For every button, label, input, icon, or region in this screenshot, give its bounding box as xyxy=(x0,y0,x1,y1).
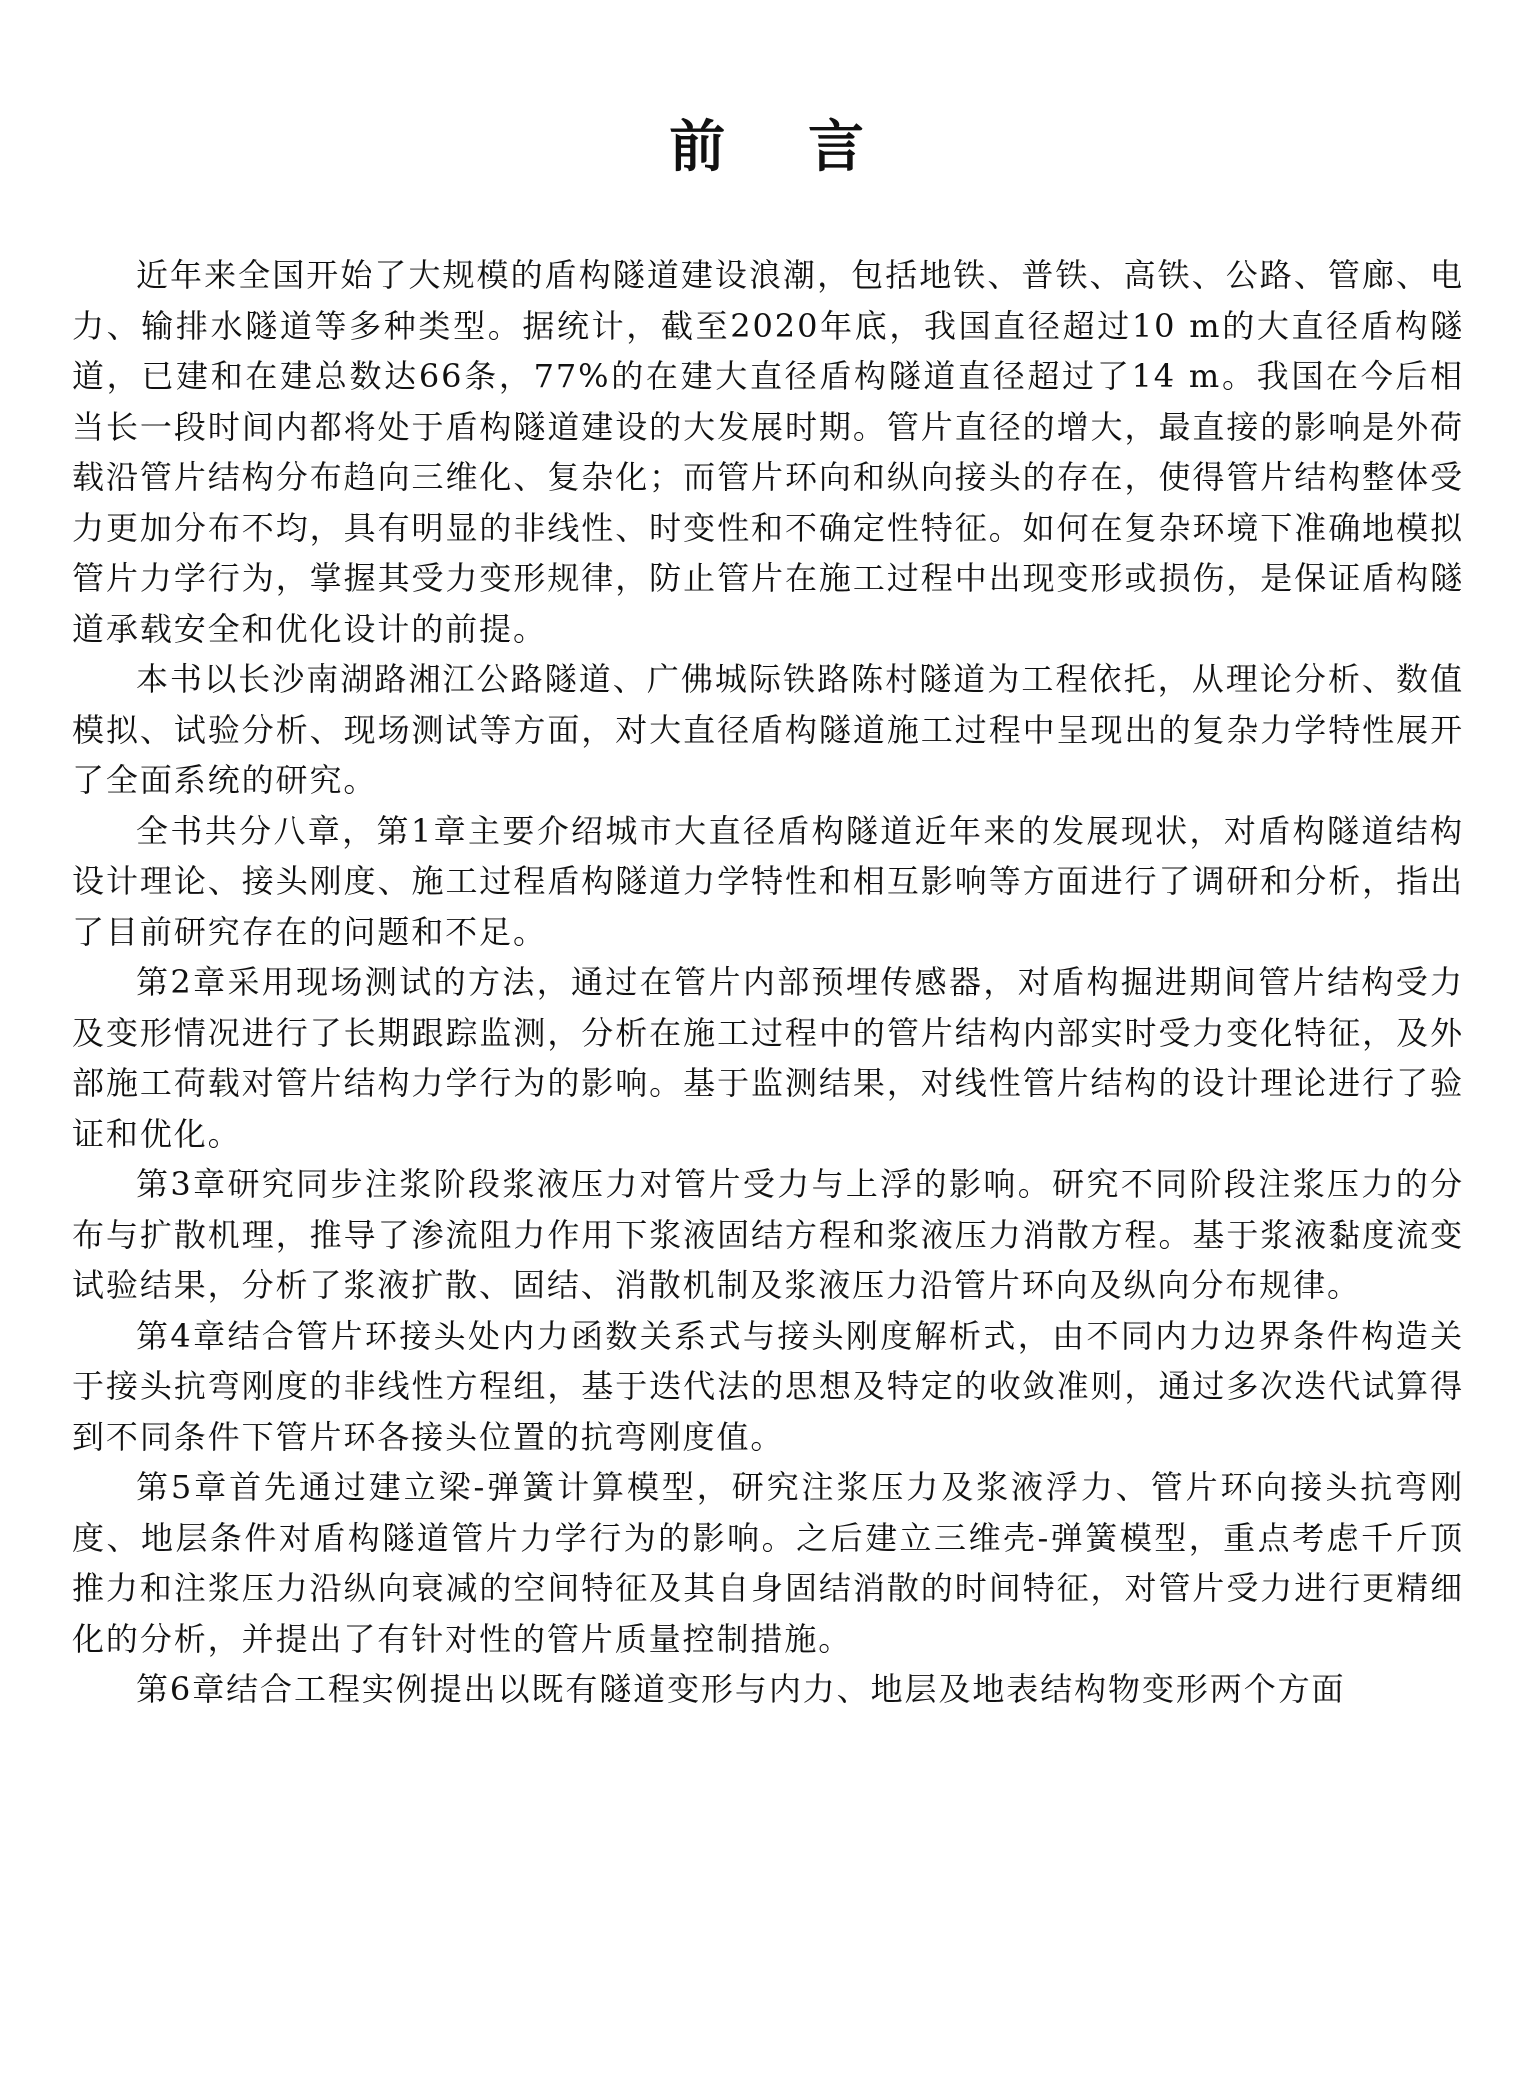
paragraph-7: 第5章首先通过建立梁-弹簧计算模型，研究注浆压力及浆液浮力、管片环向接头抗弯刚度、地层条件对盾构隧道管片力学行为的影响。之后建立三维壳-弹簧模型，重点考虑千斤顶推力和注浆压力沿纵向衰减的空间特征及其自身固结消散的时间特征，对管片受力进行更精细化的分析，并提出了有针对性的管片质量控制措施。 xyxy=(72,1468,1464,1658)
title-char-2: 言 xyxy=(808,115,867,180)
paragraph-1: 近年来全国开始了大规模的盾构隧道建设浪潮，包括地铁、普铁、高铁、公路、管廊、电力、输排水隧道等多种类型。据统计，截至2020年底，我国直径超过10 m的大直径盾构隧道，已建和在建总数达66条，77%的在建大直径盾构隧道直径超过了14 m。我国在今后相当长一段时间内都将处于盾构隧道建设的大发展时期。管片直径的增大，最直接的影响是外荷载沿管片结构分布趋向三维化、复杂化；而管片环向和纵向接头的存在，使得管片结构整体受力更加分布不均，具有明显的非线性、时变性和不确定性特征。如何在复杂环境下准确地模拟管片力学行为，掌握其受力变形规律，防止管片在施工过程中出现变形或损伤，是保证盾构隧道承载安全和优化设计的前提。 xyxy=(72,256,1464,648)
paragraph-5: 第3章研究同步注浆阶段浆液压力对管片受力与上浮的影响。研究不同阶段注浆压力的分布与扩散机理，推导了渗流阻力作用下浆液固结方程和浆液压力消散方程。基于浆液黏度流变试验结果，分析了浆液扩散、固结、消散机制及浆液压力沿管片环向及纵向分布规律。 xyxy=(72,1165,1464,1304)
page-title xyxy=(72,108,1464,188)
paragraph-4: 第2章采用现场测试的方法，通过在管片内部预埋传感器，对盾构掘进期间管片结构受力及变形情况进行了长期跟踪监测，分析在施工过程中的管片结构内部实时受力变化特征，及外部施工荷载对管片结构力学行为的影响。基于监测结果，对线性管片结构的设计理论进行了验证和优化。 xyxy=(72,963,1464,1153)
paragraph-3: 全书共分八章，第1章主要介绍城市大直径盾构隧道近年来的发展现状，对盾构隧道结构设计理论、接头刚度、施工过程盾构隧道力学特性和相互影响等方面进行了调研和分析，指出了目前研究存在的问题和不足。 xyxy=(72,811,1464,951)
title-char-1: 前 xyxy=(669,115,728,180)
paragraph-8: 第6章结合工程实例提出以既有隧道变形与内力、地层及地表结构物变形两个方面 xyxy=(136,1670,1346,1708)
paragraph-6: 第4章结合管片环接头处内力函数关系式与接头刚度解析式，由不同内力边界条件构造关于接头抗弯刚度的非线性方程组，基于迭代法的思想及特定的收敛准则，通过多次迭代试算得到不同条件下管片环各接头位置的抗弯刚度值。 xyxy=(72,1316,1464,1456)
document-body xyxy=(72,250,1464,1715)
paragraph-2: 本书以长沙南湖路湘江公路隧道、广佛城际铁路陈村隧道为工程依托，从理论分析、数值模拟、试验分析、现场测试等方面，对大直径盾构隧道施工过程中呈现出的复杂力学特性展开了全面系统的研究。 xyxy=(72,660,1464,799)
